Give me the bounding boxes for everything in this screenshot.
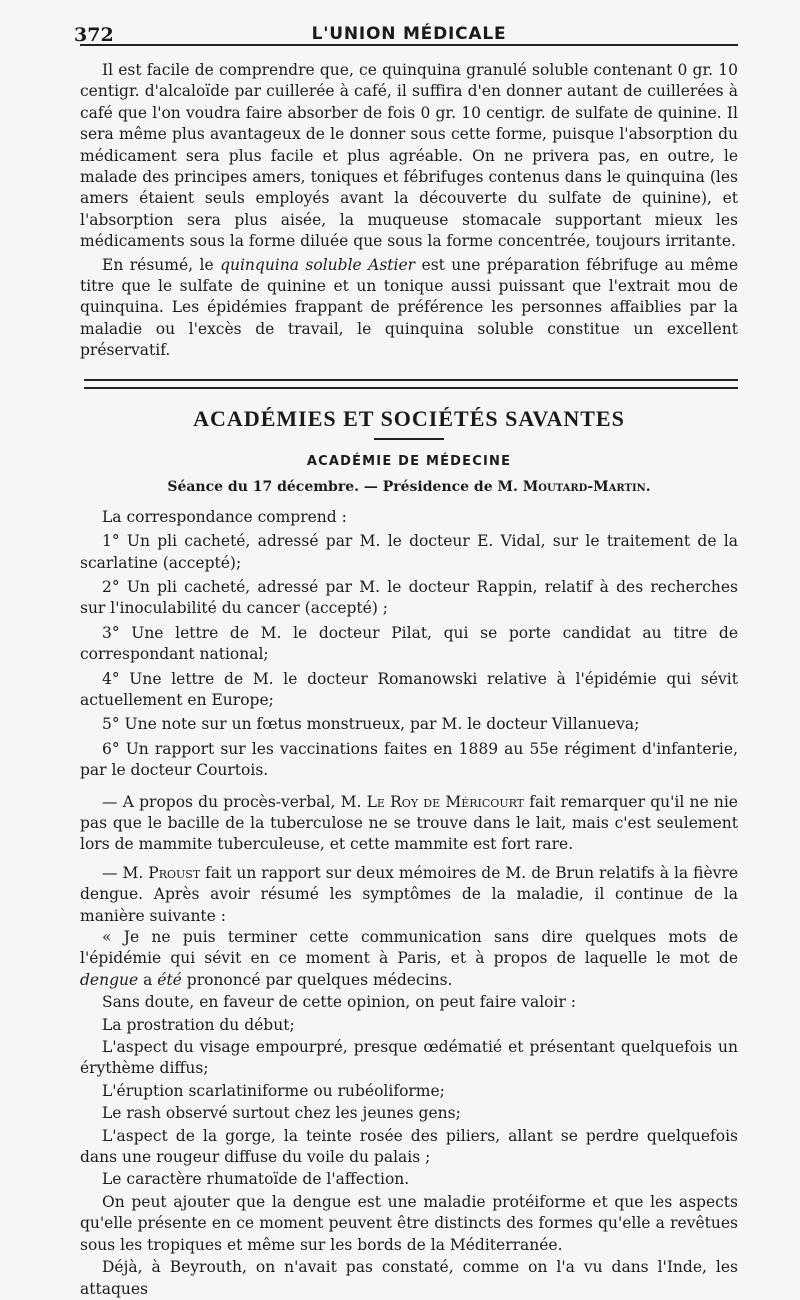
quote-opening-start: « Je ne puis terminer cette communication sans dire quelques mots de l'épidémie qui sévit en ce moment à Paris, et à propos de laquelle le mot de <box>80 928 738 968</box>
list-item: 6° Un rapport sur les vaccinations faites en 1889 au 55e régiment d'infanterie, par le docteur Courtois. <box>80 739 738 780</box>
session-prefix: Séance du 17 décembre. — Présidence de M. <box>167 478 523 495</box>
quote-opening-end: prononcé par quelques médecins. <box>181 970 453 989</box>
quote-line: L'aspect de la gorge, la teinte rosée des piliers, allant se perdre quelquefois dans une rougeur diffuse du voile du palais ; <box>80 1126 738 1167</box>
list-item: 3° Une lettre de M. le docteur Pilat, qui se porte candidat au titre de correspondant national; <box>80 623 738 664</box>
session-line <box>80 479 738 495</box>
page-number: 372 <box>74 24 114 46</box>
quote-line: L'aspect du visage empourpré, presque œdématié et présentant quelquefois un érythème diffus; <box>80 1038 738 1078</box>
proust-text: fait un rapport sur deux mémoires de M. de Brun relatifs à la fièvre dengue. Après avoir résumé les symptômes de la maladie, il continue de la manière suivante : <box>80 863 738 925</box>
proust-prefix: — M. <box>102 863 149 882</box>
quote-line: Le caractère rhumatoïde de l'affection. <box>102 1170 410 1189</box>
minutes-text: fait remarquer qu'il ne nie pas que le bacille de la tuberculose ne se trouve dans le lait, mais c'est seulement lors de mammite tuberculeuse, et cette mammite est fort rare. <box>80 792 738 854</box>
list-item: 2° Un pli cacheté, adressé par M. le docteur Rappin, relatif à des recherches sur l'inoculabilité du cancer (accepté) ; <box>80 577 738 618</box>
quote-line: Déjà, à Beyrouth, on n'avait pas constaté, comme on l'a vu dans l'Inde, les attaques <box>80 1258 738 1298</box>
list-item: 4° Une lettre de M. le docteur Romanowski relative à l'épidémie qui sévit actuellement en Europe; <box>80 669 738 709</box>
list-item: 1° Un pli cacheté, adressé par M. le docteur E. Vidal, sur le traitement de la scarlatine (accepté); <box>80 532 738 572</box>
quote-block <box>80 927 738 1300</box>
quote-opening <box>80 927 738 991</box>
proust-paragraph <box>80 863 738 927</box>
list-item: 5° Une note sur un fœtus monstrueux, par M. le docteur Villanueva; <box>102 715 640 734</box>
quote-term: dengue <box>80 970 139 989</box>
summary-paragraph <box>80 255 738 362</box>
summary-start: En résumé, le <box>102 255 221 274</box>
correspondence-list <box>80 507 738 782</box>
section-title: ACADÉMIES ET SOCIÉTÉS SAVANTES <box>193 405 625 431</box>
intro-section <box>80 60 738 362</box>
correspondence-intro: La correspondance comprend : <box>102 507 347 526</box>
running-header <box>74 14 738 46</box>
quote-term-2: été <box>157 970 182 989</box>
proust-speaker: Proust <box>148 863 201 882</box>
minutes-prefix: — A propos du procès-verbal, M. <box>102 792 367 811</box>
quote-line: Le rash observé surtout chez les jeunes gens; <box>102 1104 461 1123</box>
quote-line: On peut ajouter que la dengue est une maladie protéiforme et que les aspects qu'elle présente en ce moment peuvent être distincts des formes qu'elle a revêtues sous les tropiques et même sur les bords de la Méditerranée. <box>80 1192 738 1254</box>
summary-end: est une préparation fébrifuge au même titre que le sulfate de quinine et un tonique aussi puissant que l'extrait mou de quinquina. Les épidémies frappant de préférence les personnes affaiblies par la maladie ou l'excès de travail, le quinquina soluble constitue un excellent préservatif. <box>80 255 738 360</box>
quote-line: La prostration du début; <box>102 1015 295 1034</box>
quote-mid: a <box>138 970 158 989</box>
title-underline <box>374 438 444 440</box>
quote-line: L'éruption scarlatiniforme ou rubéoliforme; <box>102 1081 445 1100</box>
quote-line: Sans doute, en faveur de cette opinion, on peut faire valoir : <box>102 993 576 1012</box>
minutes-speaker: Le Roy de Méricourt <box>366 792 525 811</box>
product-name: quinquina soluble Astier <box>220 255 416 274</box>
minutes-paragraph <box>80 792 738 856</box>
journal-title: L'UNION MÉDICALE <box>311 24 507 44</box>
academy-name: ACADÉMIE DE MÉDECINE <box>306 453 512 469</box>
section-divider <box>84 379 738 389</box>
intro-paragraph: Il est facile de comprendre que, ce quinquina granulé soluble contenant 0 gr. 10 centigr. d'alcaloïde par cuillerée à café, il suffira d'en donner autant de cuillerées à café que l'on voudra faire absorber de fois 0 gr. 10 centigr. de sulfate de quinine. Il sera même plus avantageux de le donner sous cette forme, puisque l'absorption du médicament sera plus facile et plus agréable. On ne privera pas, en outre, le malade des principes amers, toniques et fébrifuges contenus dans le quinquina (les amers étaient seuls employés avant la découverte du sulfate de quinine), et l'absorption sera plus aisée, la muqueuse stomacale supportant mieux les médicaments sous la forme diluée que sous la forme concentrée, toujours irritante. <box>80 61 738 251</box>
session-president: Moutard-Martin. <box>522 478 651 495</box>
